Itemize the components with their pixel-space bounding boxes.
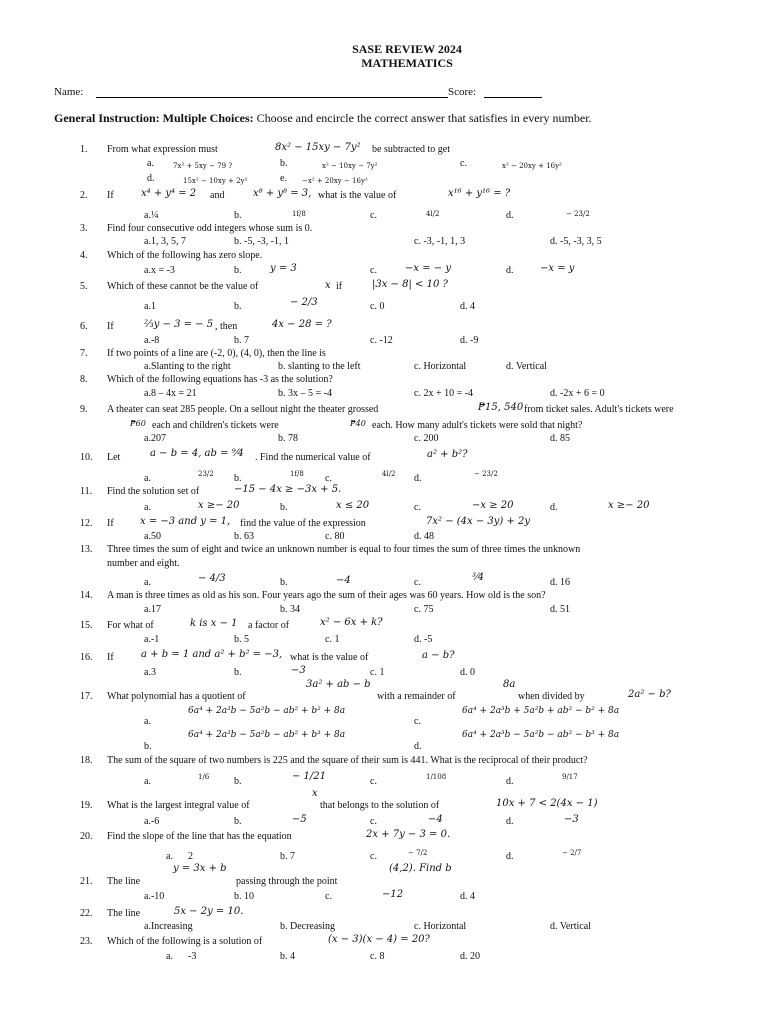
q9-option-a: a.207 <box>144 433 166 444</box>
q19-text: What is the largest integral value of <box>107 800 250 811</box>
q16-if: If <box>107 652 114 663</box>
q22-option-c: c. Horizontal <box>414 921 467 932</box>
q12-option-d: d. 48 <box>414 531 434 542</box>
q9-amount: ₱15, 540 <box>478 402 524 413</box>
q16-option-c: c. 1 <box>370 667 385 678</box>
q15-expression2: x² − 6x + k? <box>320 617 383 628</box>
q12-option-c: c. 80 <box>325 531 345 542</box>
q19-option-d-label: d. <box>506 816 514 827</box>
q7-option-c: c. Horizontal <box>414 361 467 372</box>
q16-expression2: a − b? <box>422 650 455 661</box>
q10-let: Let <box>107 452 121 463</box>
q14-option-d: d. 51 <box>550 604 570 615</box>
score-line <box>484 97 542 98</box>
q1-option-d-label: d. <box>147 173 155 184</box>
q17-option-b: 6a⁴ + 2a³b − 5a²b − ab² + b³ + 8a <box>188 730 346 740</box>
q10-option-a: 23/2 <box>198 470 214 478</box>
q15-option-a: a.-1 <box>144 634 160 645</box>
q19-expression: 10x + 7 < 2(4x − 1) <box>496 798 598 809</box>
q17-number: 17. <box>80 691 93 702</box>
q5-option-b-label: b. <box>234 301 242 312</box>
q14-option-b: b. 34 <box>280 604 300 615</box>
q3-option-d: d. -5, -3, 3, 5 <box>550 236 602 247</box>
q9-mid: each and children's tickets were <box>152 420 279 431</box>
q21-number: 21. <box>80 876 93 887</box>
q6-expression2: 4x − 28 = ? <box>272 319 332 330</box>
q17-option-a-label: a. <box>144 716 151 727</box>
q13-option-b-label: b. <box>280 577 288 588</box>
q15-text: For what of <box>107 620 154 631</box>
q13-number: 13. <box>80 544 93 555</box>
q9-tail: from ticket sales. Adult's tickets were <box>524 404 674 415</box>
q20-option-d: − 2/7 <box>562 849 582 857</box>
q20-option-a: 2 <box>188 851 193 862</box>
q1-option-b-label: b. <box>280 158 288 169</box>
q17-mid: with a remainder of <box>377 691 456 702</box>
q8-number: 8. <box>80 374 88 385</box>
q20-option-b: b. 7 <box>280 851 295 862</box>
q19-option-b-label: b. <box>234 816 242 827</box>
q22-option-d: d. Vertical <box>550 921 591 932</box>
q11-option-b-label: b. <box>280 502 288 513</box>
document-subtitle: MATHEMATICS <box>361 56 453 70</box>
q15-option-b: b. 5 <box>234 634 249 645</box>
q2-if: If <box>107 190 114 201</box>
q5-expression: |3x − 8| < 10 ? <box>372 279 448 290</box>
name-line <box>96 97 448 98</box>
q21-mid: passing through the point <box>236 876 338 887</box>
q10-option-b: 1f/8 <box>290 470 304 478</box>
q18-option-a: 1/6 <box>198 773 210 781</box>
q10-option-a-label: a. <box>144 473 151 484</box>
q15-option-c: c. 1 <box>325 634 340 645</box>
q18-option-d-label: d. <box>506 776 514 787</box>
q19-option-c-label: c. <box>370 816 377 827</box>
q11-text: Find the solution set of <box>107 486 200 497</box>
q22-expression: 5x − 2y = 10. <box>174 906 244 917</box>
general-instruction <box>54 112 592 124</box>
q1-option-d: 15x² − 10xy + 2y² <box>183 177 248 185</box>
q10-tail: . Find the numerical value of <box>255 452 371 463</box>
q18-text: The sum of the square of two numbers is 225 and the square of their sum is 441. What is the reciprocal of their product? <box>107 755 588 766</box>
q21-text: The line <box>107 876 141 887</box>
q22-text: The line <box>107 908 141 919</box>
q12-number: 12. <box>80 518 93 529</box>
q16-expression: a + b = 1 and a² + b² = −3, <box>141 649 283 660</box>
q23-option-b: b. 4 <box>280 951 295 962</box>
q11-option-c: −x ≥ 20 <box>472 500 514 511</box>
instruction-heading: General Instruction: Multiple Choices: <box>54 111 254 125</box>
q8-option-b: b. 3x – 5 = -4 <box>278 388 332 399</box>
q23-text: Which of the following is a solution of <box>107 936 263 947</box>
q20-text: Find the slope of the line that has the equation <box>107 831 292 842</box>
q5-option-c: c. 0 <box>370 301 385 312</box>
q8-option-a: a.8 – 4x = 21 <box>144 388 197 399</box>
q7-option-d: d. Vertical <box>506 361 547 372</box>
score-label: Score: <box>448 86 477 98</box>
q21-point: (4,2). Find b <box>389 863 452 874</box>
q5-variable: x <box>325 280 331 291</box>
q10-option-c: 4l/2 <box>382 470 396 478</box>
q23-expression: (x − 3)(x − 4) = 20? <box>328 934 430 945</box>
q6-then: , then <box>215 321 238 332</box>
q19-number: 19. <box>80 800 93 811</box>
q2-and: and <box>210 190 225 201</box>
q1-option-a: 7x² + 5xy − 79 ? <box>173 162 233 170</box>
q22-option-b: b. Decreasing <box>280 921 335 932</box>
q11-option-b: x ≤ 20 <box>336 500 370 511</box>
q6-expression: ⅔y − 3 = − 5 <box>144 319 214 330</box>
q2-expr2: x⁸ + y⁸ = 3, <box>253 188 312 199</box>
q1-option-c: x² − 20xy + 16y² <box>502 162 562 170</box>
q12-expression: x = −3 and y = 1, <box>140 516 231 527</box>
q7-option-b: b. slanting to the left <box>278 361 361 372</box>
q15-expression: k is x − 1 <box>190 618 238 629</box>
q17-option-b-label: b. <box>144 741 152 752</box>
q18-option-b-label: b. <box>234 776 242 787</box>
q3-option-a: a.1, 3, 5, 7 <box>144 236 186 247</box>
q2-option-d-label: d. <box>506 210 514 221</box>
q17-remainder: 8a <box>503 679 516 690</box>
q10-expression: a − b = 4, ab = ⁹⁄4 <box>150 448 244 459</box>
q20-option-d-label: d. <box>506 851 514 862</box>
q8-text: Which of the following equations has -3 as the solution? <box>107 374 333 385</box>
instruction-text: Choose and encircle the correct answer that satisfies in every number. <box>253 111 592 125</box>
q20-option-c: − 7/2 <box>408 849 428 857</box>
q4-option-d: −x = y <box>540 263 575 274</box>
q13-option-a-label: a. <box>144 577 151 588</box>
q17-option-d-label: d. <box>414 741 422 752</box>
q21-line-equation: y = 3x + b <box>173 863 227 874</box>
q10-option-c-label: c. <box>325 473 332 484</box>
q1-text: From what expression must <box>107 144 218 155</box>
q1-option-e: −x² + 20xy − 16y² <box>302 177 368 185</box>
q1-expression: 8x² − 15xy − 7y² <box>275 142 361 153</box>
q5-option-a: a.1 <box>144 301 156 312</box>
q12-expression2: 7x² − (4x − 3y) + 2y <box>426 516 531 527</box>
q3-number: 3. <box>80 223 88 234</box>
q2-option-a: a.¼ <box>144 210 159 221</box>
q4-text: Which of the following has zero slope. <box>107 250 263 261</box>
q17-option-c-label: c. <box>414 716 421 727</box>
q10-option-d: − 23/2 <box>474 470 498 478</box>
q18-option-c: 1/108 <box>426 773 447 781</box>
document-title: SASE REVIEW 2024 <box>352 42 462 56</box>
q18-number: 18. <box>80 755 93 766</box>
q20-number: 20. <box>80 831 93 842</box>
q18-option-d: 9/17 <box>562 773 578 781</box>
q13-option-a: − 4/3 <box>198 573 226 584</box>
q16-tail: what is the value of <box>290 652 369 663</box>
q21-option-c-label: c. <box>325 891 332 902</box>
q9-option-b: b. 78 <box>278 433 298 444</box>
q7-text: If two points of a line are (-2, 0), (4, 0), then the line is <box>107 348 326 359</box>
q6-option-b: b. 7 <box>234 335 249 346</box>
q5-if: if <box>336 281 343 292</box>
q21-option-a: a.-10 <box>144 891 165 902</box>
q4-option-c-label: c. <box>370 265 377 276</box>
q6-number: 6. <box>80 321 88 332</box>
q9-number: 9. <box>80 404 88 415</box>
q12-option-b: b. 63 <box>234 531 254 542</box>
q4-option-b: y = 3 <box>270 263 297 274</box>
q13-option-c-label: c. <box>414 577 421 588</box>
q16-option-d: d. 0 <box>460 667 475 678</box>
q14-number: 14. <box>80 590 93 601</box>
q23-number: 23. <box>80 936 93 947</box>
q11-number: 11. <box>80 486 93 497</box>
q11-option-d-label: d. <box>550 502 558 513</box>
q15-mid: a factor of <box>248 620 290 631</box>
q6-if: If <box>107 321 114 332</box>
q20-expression: 2x + 7y − 3 = 0. <box>366 829 451 840</box>
q14-text: A man is three times as old as his son. Four years ago the sum of their ages was 60 years. How old is the son? <box>107 590 546 601</box>
q19-option-a: a.-6 <box>144 816 160 827</box>
q18-option-a-label: a. <box>144 776 151 787</box>
q19-mid: that belongs to the solution of <box>320 800 440 811</box>
q17-option-a: 6a⁴ + 2a³b − 5a²b − ab² + b² + 8a <box>188 706 346 716</box>
q6-option-d: d. -9 <box>460 335 479 346</box>
q18-option-c-label: c. <box>370 776 377 787</box>
q1-tail: be subtracted to get <box>372 144 451 155</box>
q2-expr3: x¹⁶ + y¹⁶ = ? <box>448 188 511 199</box>
q5-number: 5. <box>80 281 88 292</box>
q7-option-a: a.Slanting to the right <box>144 361 231 372</box>
q19-option-b: −5 <box>292 814 307 825</box>
q7-number: 7. <box>80 348 88 359</box>
q13-option-c: ³⁄4 <box>472 572 485 583</box>
q1-option-b: x² − 10xy − 7y² <box>322 162 378 170</box>
q11-option-a: x ≥− 20 <box>198 500 240 511</box>
q5-text: Which of these cannot be the value of <box>107 281 259 292</box>
q23-option-a-label: a. <box>166 951 173 962</box>
q2-option-c-label: c. <box>370 210 377 221</box>
q8-option-c: c. 2x + 10 = -4 <box>414 388 474 399</box>
q18-option-b: − 1/21 <box>292 771 327 782</box>
q2-expr1: x⁴ + y⁴ = 2 <box>141 188 197 199</box>
q10-number: 10. <box>80 452 93 463</box>
q3-text: Find four consecutive odd integers whose sum is 0. <box>107 223 313 234</box>
q9-option-c: c. 200 <box>414 433 439 444</box>
q5-option-d: d. 4 <box>460 301 475 312</box>
q16-option-b: −3 <box>291 665 306 676</box>
q11-option-c-label: c. <box>414 502 421 513</box>
q13-option-b: −4 <box>336 575 351 586</box>
q2-number: 2. <box>80 190 88 201</box>
q23-option-d: d. 20 <box>460 951 480 962</box>
q10-option-d-label: d. <box>414 473 422 484</box>
q1-option-e-label: e. <box>280 173 287 184</box>
q22-option-a: a.Increasing <box>144 921 193 932</box>
q16-number: 16. <box>80 652 93 663</box>
q20-option-c-label: c. <box>370 851 377 862</box>
q12-if: If <box>107 518 114 529</box>
q1-option-c-label: c. <box>460 158 467 169</box>
q4-option-a: a.x = -3 <box>144 265 175 276</box>
q19-option-c: −4 <box>428 814 443 825</box>
q23-option-a: -3 <box>188 951 197 962</box>
q1-option-a-label: a. <box>147 158 154 169</box>
q2-option-b: 1f/8 <box>292 210 306 218</box>
q15-option-d: d. -5 <box>414 634 433 645</box>
q4-number: 4. <box>80 250 88 261</box>
q11-option-a-label: a. <box>144 502 151 513</box>
q9-adult-price: ₱60 <box>130 419 146 428</box>
q17-divisor: 2a² − b? <box>628 689 671 700</box>
q4-option-c: −x = − y <box>405 263 451 274</box>
q9-tail2: each. How many adult's tickets were sold that night? <box>372 420 583 431</box>
q16-option-a: a.3 <box>144 667 156 678</box>
q10-expression2: a² + b²? <box>427 449 468 460</box>
q23-option-c: c. 8 <box>370 951 385 962</box>
q4-option-b-label: b. <box>234 265 242 276</box>
q21-option-c: −12 <box>382 889 404 900</box>
q13-text-cont: number and eight. <box>107 558 180 569</box>
q13-text: Three times the sum of eight and twice an unknown number is equal to four times the sum of three times the unknown <box>107 544 581 555</box>
q9-child-price: ₱40 <box>350 419 366 428</box>
q1-number: 1. <box>80 144 88 155</box>
q20-option-a-label: a. <box>166 851 173 862</box>
q9-text: A theater can seat 285 people. On a sellout night the theater grossed <box>107 404 379 415</box>
q21-option-d: d. 4 <box>460 891 475 902</box>
name-label: Name: <box>54 86 84 98</box>
q15-number: 15. <box>80 620 93 631</box>
q19-option-d: −3 <box>564 814 579 825</box>
q21-option-b: b. 10 <box>234 891 254 902</box>
q16-option-b-label: b. <box>234 667 242 678</box>
q17-option-c: 6a⁴ + 2a³b + 5a²b + ab² − b² + 8a <box>462 706 620 716</box>
q14-option-c: c. 75 <box>414 604 434 615</box>
q12-tail: find the value of the expression <box>240 518 366 529</box>
q5-option-b: − 2/3 <box>290 297 318 308</box>
q19-variable: x <box>312 788 318 799</box>
q2-tail: what is the value of <box>318 190 397 201</box>
q22-number: 22. <box>80 908 93 919</box>
q9-option-d: d. 85 <box>550 433 570 444</box>
q11-expression: −15 − 4x ≥ −3x + 5. <box>234 484 342 495</box>
q10-option-b-label: b. <box>234 473 242 484</box>
q3-option-b: b. -5, -3, -1, 1 <box>234 236 289 247</box>
q6-option-a: a.-8 <box>144 335 160 346</box>
q2-option-d: − 23/2 <box>566 210 590 218</box>
q17-option-d: 6a⁴ + 2a³b − 5a²b − ab² − b³ + 8a <box>462 730 620 740</box>
q17-tail: when divided by <box>518 691 585 702</box>
q2-option-b-label: b. <box>234 210 242 221</box>
q14-option-a: a.17 <box>144 604 161 615</box>
q8-option-d: d. -2x + 6 = 0 <box>550 388 605 399</box>
q11-option-d: x ≥− 20 <box>608 500 650 511</box>
q6-option-c: c. -12 <box>370 335 393 346</box>
q17-quotient: 3a² + ab − b <box>306 679 371 690</box>
q3-option-c: c. -3, -1, 1, 3 <box>414 236 466 247</box>
q12-option-a: a.50 <box>144 531 161 542</box>
q17-text: What polynomial has a quotient of <box>107 691 246 702</box>
q13-option-d: d. 16 <box>550 577 570 588</box>
q2-option-c: 4l/2 <box>426 210 440 218</box>
q4-option-d-label: d. <box>506 265 514 276</box>
